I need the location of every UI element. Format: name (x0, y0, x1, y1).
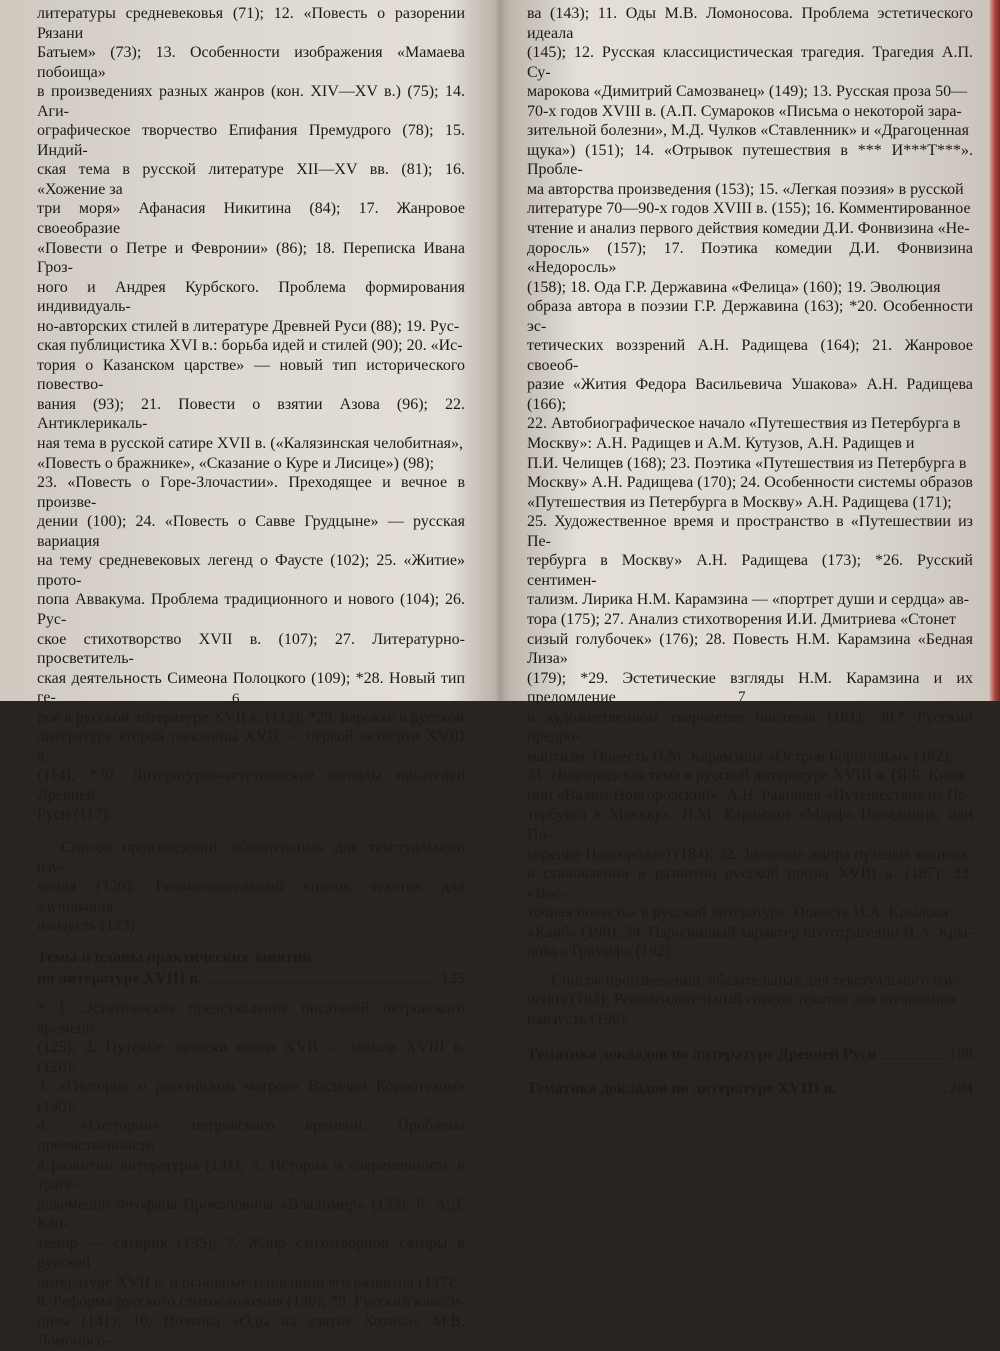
right-page-column (527, 4, 973, 1098)
book-cover-edge (988, 0, 1000, 701)
xviii-topics-continued-list: ва (143); 11. Оды М.В. Ломоносова. Проблема эстетического идеала (145); 12. Русская классицистическая трагедия. Трагедия А.П. Су- марокова «Димитрий Самозванец» (149); 13. Русская проза 50— 70-х годов XVIII в. (А.П. Сумароков «Письма о некоторой зара- зительной болезни», М.Д. Чулков «Ставленник» и «Драгоценная щука») (151); 14. «Отрывок путешествия в *** И***Т***». Пробле- ма авторства произведения (153); 15. «Легкая поэзия» в русской литературе 70—90-х годов XVIII в. (155); 16. Комментированное чтение и анализ первого действия комедии Д.И. Фонвизина «Не- доросль» (157); 17. Поэтика комедии Д.И. Фонвизина «Недоросль» (158); 18. Ода Г.Р. Державина «Фелица» (160); 19. Эволюция образа автора в поэзии Г.Р. Державина (163); *20. Особенности эс- тетических воззрений А.Н. Радищева (164); 21. Жанровое своеоб- разие «Жития Федора Васильевича Ушакова» А.Н. Радищева (166); 22. Автобиографическое начало «Путешествия из Петербурга в Москву»: А.Н. Радищев и А.М. Кутузов, А.Н. Радищев и П.И. Челищев (168); 23. Поэтика «Путешествия из Петербурга в Москву» А.Н. Радищева (170); 24. Особенности системы образов «Путешествия из Петербурга в Москву» А.Н. Радищева (171); 25. Художественное время и пространство в «Путешествии из Пе- тербурга в Москву» А.Н. Радищева (173); *26. Русский сентимен- тализм. Лирика Н.М. Карамзина — «портрет души и сердца» ав- тора (175); 27. Анализ стихотворения И.И. Дмитриева «Стонет сизый голубочек» (176); 28. Повесть Н.М. Карамзина «Бедная Лиза» (179); *29. Эстетические взгляды Н.М. Карамзина и их преломление в художественном творчестве писателя (181); 30.* Русский предро- мантизм. Повесть Н.М. Карамзина «Остров Борнгольм» (182); 31. Новгородская тема в русской литературе XVIII в. (Я.Б. Княж- нин «Вадим Новгородский», А.Н. Радищев «Путешествие из Пе- тербурга в Москву», Н.М. Карамзин «Марфа Посадница, или По- корение Новгорода») (184); 32. Значение жанра путевых записок в становлении и развитии русской прозы XVIII в. (187); 33. «Вос- точная повесть» в русской литературе. Повесть И.А. Крылова «Каиб» (190); 34. Пародийный характер шутотрагедии И.А. Кры- лова «Триумф» (192). (527, 5, 973, 961)
left-page-column (37, 4, 465, 1351)
old-russian-lessons-list: литературы средневековья (71); 12. «Повесть о разорении Рязани Батыем» (73); 13. Особенности изображения «Мамаева побоища» в произведениях разных жанров (кон. XIV—XV в.) (75); 14. Аги- ографическое творчество Епифания Премудрого (78); 15. Индий- ская тема в русской литературе XII—XV вв. (81); 16. «Хожение за три моря» Афанасия Никитина (84); 17. Жанровое своеобразие «Повести о Петре и Февронии» (86); 18. Переписка Ивана Гроз- ного и Андрея Курбского. Проблема формирования индивидуаль- но-авторских стилей в литературе Древней Руси (88); 19. Рус- ская публицистика XVI в.: борьба идей и стилей (90); 20. «Ис- тория о Казанском царстве» — новый тип исторического повество- вания (93); 21. Повести о взятии Азова (96); 22. Антиклерикаль- ная тема в русской сатире XVII в. («Калязинская челобитная», «Повесть о бражнике», «Сказание о Куре и Лисице») (98); 23. «Повесть о Горе-Злочастии». Преходящее и вечное в произве- дении (100); 24. «Повесть о Савве Грудцыне» — русская вариация на тему средневековых легенд о Фаусте (102); 25. «Житие» прото- попа Аввакума. Проблема традиционного и нового (104); 26. Рус- ское стихотворство XVII в. (107); 27. Литературно-просветитель- ская деятельность Симеона Полоцкого (109); *28. Новый тип ге- роя в русской литературе XVII в. (112); *29. Барокко в русской литературе второй половины XVII — первой четверти XVIII в. (114); *30. Литературно-эстетические взгляды писателей Древней Руси (117). (37, 5, 465, 824)
right-works-list-paragraph: Список произведений, обязательных для текстуального изу- чения (193); Рекомендательный список текстов для заучивания наизусть (196). (527, 971, 961, 1028)
watermark-text: www.ay.by (938, 685, 990, 697)
right-page (505, 0, 987, 1097)
left-page (0, 0, 492, 1350)
toc-entry-title: по литературе XVIII в. (37, 969, 202, 987)
right-page-number: 7 (738, 689, 746, 705)
left-works-list-paragraph: Список произведений, обязательных для текстуального изу- чения (120); Рекомендательный список текстов для заучивания наизусть (123). (37, 838, 465, 935)
toc-leader-dots (840, 1077, 945, 1092)
toc-entry-xviii-reports (527, 1077, 973, 1098)
toc-entry-page: 204 (949, 1079, 973, 1097)
practical-section-heading: Темы и планы практических занятий (37, 948, 312, 966)
toc-entry-title: Тематика докладов по литературе Древней Руси (527, 1045, 877, 1063)
toc-entry-page: 125 (441, 969, 465, 987)
toc-entry-title: Тематика докладов по литературе XVIII в. (527, 1079, 837, 1097)
toc-entry-page: 198 (949, 1045, 973, 1063)
toc-leader-dots (881, 1043, 945, 1058)
toc-entry-old-russia-reports (527, 1043, 973, 1064)
toc-leader-dots (206, 967, 437, 982)
left-page-number: 6 (232, 691, 240, 707)
xviii-practical-topics-list: * 1. Эстетические представления писателей петровского времени (125); 2. Путевые записки конца XVII — начала XVIII в. (126); 3. «Гистория о российском матросе Василии Кориотском» (130); 4. «Гистории» петровского времени. Проблема преемственности в развитии литературы (131); 5. История и современность в траге- докомедии Феофана Прокоповича «Владимир» (133); 6. А.Д. Кан- темир — сатирик (135); 7. Жанр стихотворной сатиры в русской литературе XVII в. и основные тенденции его развития (137); 8. Реформа русского стихосложения (139); *9. Русский класси- цизм (141); 10. Поэтика «Оды на взятие Хотина» М.В. Ломоносо- (37, 1000, 465, 1350)
toc-entry-xviii-practical (37, 967, 465, 988)
